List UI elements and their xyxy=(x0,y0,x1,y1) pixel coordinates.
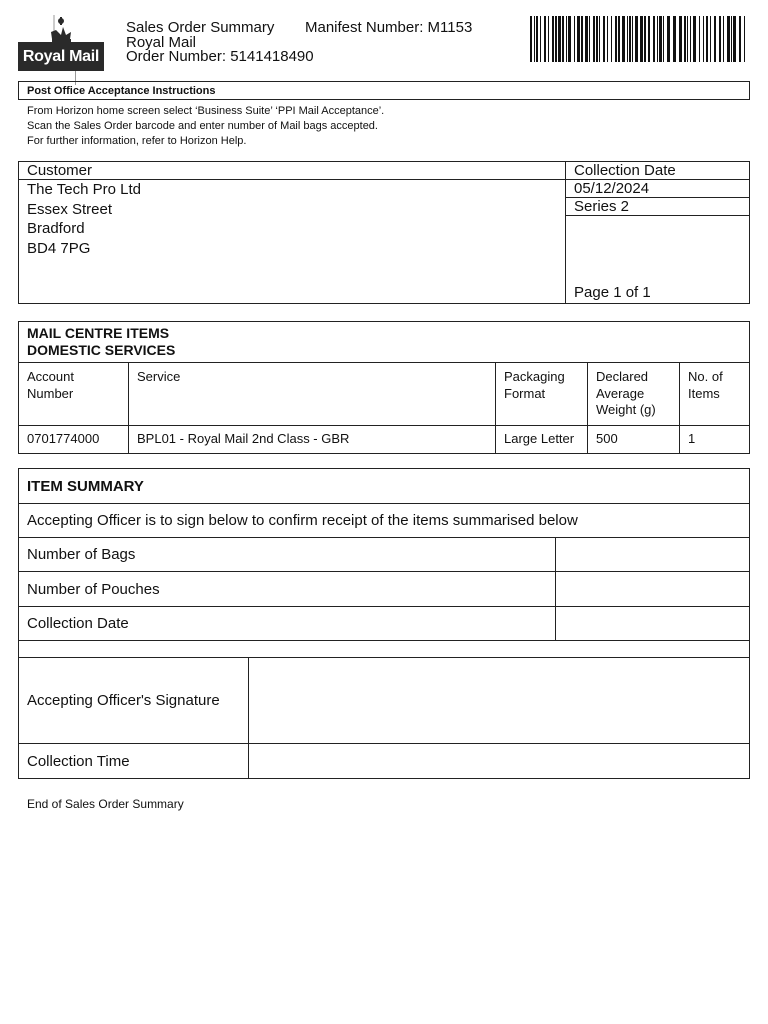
page-indicator: Page 1 of 1 xyxy=(566,216,750,304)
collection-time-field[interactable] xyxy=(249,744,750,779)
crown-icon xyxy=(18,15,104,43)
header-text: Items xyxy=(688,385,720,401)
item-summary-table xyxy=(18,468,750,779)
mail-centre-table xyxy=(18,362,750,454)
pouches-label: Number of Pouches xyxy=(19,572,556,607)
spacer-row xyxy=(19,641,750,658)
header-declared-weight xyxy=(588,363,680,426)
logo-text: Royal Mail xyxy=(22,48,100,65)
instruction-line: From Horizon home screen select ‘Business Suite’ ‘PPI Mail Acceptance’. xyxy=(27,105,385,117)
customer-name: The Tech Pro Ltd xyxy=(27,181,141,198)
collection-date-label: Collection Date xyxy=(566,162,750,180)
cell-items: 1 xyxy=(680,425,750,453)
header-text: Number xyxy=(27,385,74,401)
cell-weight: 500 xyxy=(588,425,680,453)
footer-text: End of Sales Order Summary xyxy=(27,797,184,811)
header-no-of-items xyxy=(680,363,750,426)
instruction-line: Scan the Sales Order barcode and enter number of Mail bags accepted. xyxy=(27,120,378,132)
cell-account: 0701774000 xyxy=(19,425,129,453)
order-number: Order Number: 5141418490 xyxy=(126,48,314,65)
instructions-text xyxy=(27,104,384,149)
header-text: Packaging xyxy=(504,369,565,384)
summary-title: Sales Order Summary xyxy=(126,19,275,36)
collection-date: 05/12/2024 xyxy=(566,180,750,198)
royal-mail-logo xyxy=(18,15,104,71)
instructions-title: Post Office Acceptance Instructions xyxy=(27,85,216,97)
signature-label: Accepting Officer's Signature xyxy=(19,658,249,744)
header-text: Account xyxy=(27,369,74,384)
domestic-services-title: DOMESTIC SERVICES xyxy=(27,342,176,358)
address-line: Bradford xyxy=(27,220,85,237)
header-service: Service xyxy=(129,363,496,426)
instructions-title-box xyxy=(18,81,750,100)
collection-date-value-field[interactable] xyxy=(556,607,750,641)
header-packaging-format xyxy=(496,363,588,426)
pouches-value-field[interactable] xyxy=(556,572,750,607)
collection-date-summary-label: Collection Date xyxy=(19,607,556,641)
customer-table xyxy=(18,161,750,304)
header-text: No. of xyxy=(688,369,723,384)
cell-service: BPL01 - Royal Mail 2nd Class - GBR xyxy=(129,425,496,453)
header-account-number xyxy=(19,363,129,426)
address-line: Essex Street xyxy=(27,200,113,218)
series: Series 2 xyxy=(566,198,750,216)
bags-label: Number of Bags xyxy=(19,538,556,572)
signature-field[interactable] xyxy=(249,658,750,744)
header-text: Format xyxy=(504,385,546,401)
customer-label: Customer xyxy=(19,162,566,180)
mail-centre-header xyxy=(18,321,750,363)
item-summary-title: ITEM SUMMARY xyxy=(19,469,750,504)
customer-address xyxy=(19,180,566,304)
company-name: Royal Mail xyxy=(126,34,197,51)
table-row xyxy=(19,425,750,453)
bags-value-field[interactable] xyxy=(556,538,750,572)
header-text: Declared xyxy=(596,369,649,384)
mail-centre-title: MAIL CENTRE ITEMS xyxy=(27,325,170,341)
header-text: Average xyxy=(596,385,645,401)
item-summary-instruction: Accepting Officer is to sign below to confirm receipt of the items summarised below xyxy=(19,504,750,538)
address-line: BD4 7PG xyxy=(27,239,91,257)
barcode xyxy=(530,16,750,62)
collection-time-label: Collection Time xyxy=(19,744,249,779)
instruction-line: For further information, refer to Horizon Help. xyxy=(27,135,247,147)
header-text: Weight (g) xyxy=(596,402,656,417)
manifest-number: Manifest Number: M1153 xyxy=(305,19,473,36)
cell-packaging: Large Letter xyxy=(496,425,588,453)
